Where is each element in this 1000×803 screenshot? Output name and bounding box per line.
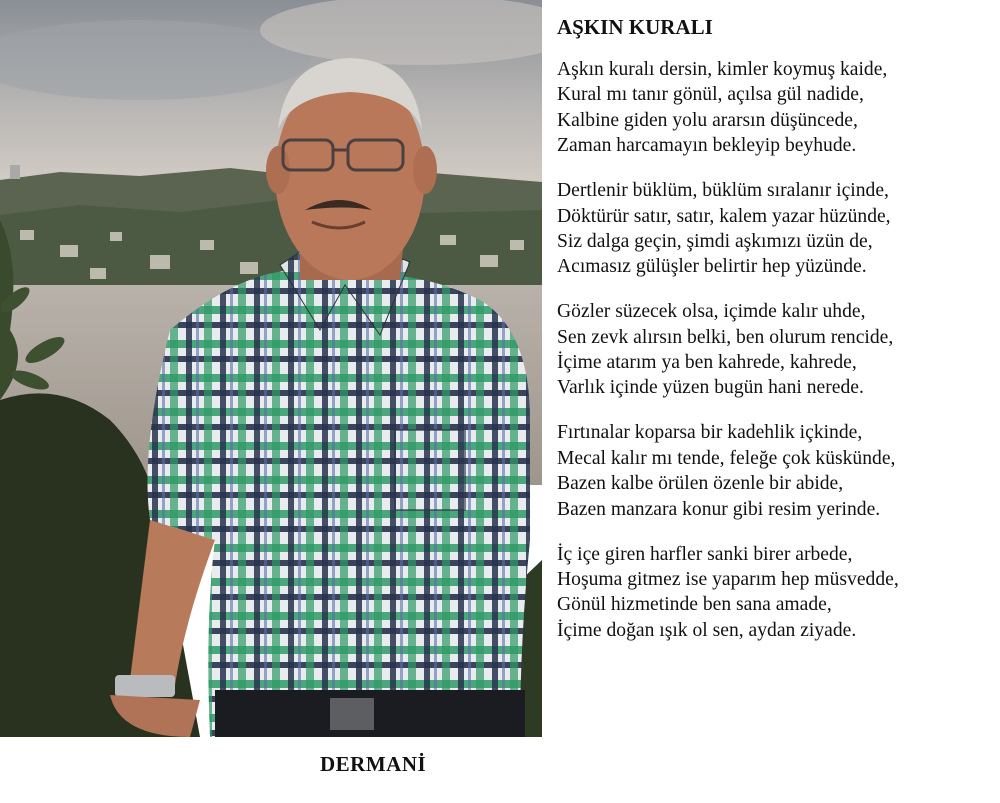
poem-line: Döktürür satır, satır, kalem yazar hüzünde, <box>557 205 891 227</box>
poem-line: Sen zevk alırsın belki, ben olurum rencide, <box>557 326 894 348</box>
stanza-2 <box>557 178 987 280</box>
stanza-4 <box>557 420 987 522</box>
poem-line: Fırtınalar koparsa bir kadehlik içkinde, <box>557 422 863 444</box>
poem-line: Zaman harcamayın bekleyip beyhude. <box>557 135 857 157</box>
poem-line: İçime atarım ya ben kahrede, kahrede, <box>557 352 857 374</box>
poem-title: AŞKIN KURALI <box>557 15 713 39</box>
poem-line: Aşkın kuralı dersin, kimler koymuş kaide, <box>557 59 888 80</box>
poem-line: Kalbine giden yolu ararsın düşüncede, <box>557 109 858 131</box>
poem-line: Dertlenir büklüm, büklüm sıralanır içinde, <box>557 180 889 202</box>
poem-line: Bazen manzara konur gibi resim yerinde. <box>557 498 881 520</box>
poem-line: Acımasız gülüşler belirtir hep yüzünde. <box>557 256 867 278</box>
stanza-3 <box>557 299 987 401</box>
poem-line: Gözler süzecek olsa, içimde kalır uhde, <box>557 301 866 323</box>
author-portrait-photo <box>0 0 542 737</box>
poem-line: Siz dalga geçin, şimdi aşkımızı üzün de, <box>557 230 873 252</box>
poem-line: Varlık içinde yüzen bugün hani nerede. <box>557 377 864 399</box>
poem-line: Gönül hizmetinde ben sana amade, <box>557 594 832 616</box>
poem-line: Kural mı tanır gönül, açılsa gül nadide, <box>557 84 864 106</box>
poem <box>557 14 987 663</box>
poem-line: Bazen kalbe örülen özenle bir abide, <box>557 473 844 495</box>
poem-line: Mecal kalır mı tende, feleğe çok küskünde, <box>557 447 896 469</box>
poem-line: Hoşuma gitmez ise yaparım hep müsvedde, <box>557 568 899 590</box>
poem-line: İçime doğan ışık ol sen, aydan ziyade. <box>557 619 857 641</box>
stanza-1 <box>557 57 987 159</box>
author-name: DERMANİ <box>320 752 427 776</box>
poem-line: İç içe giren harfler sanki birer arbede, <box>557 543 853 565</box>
stanza-5 <box>557 542 987 644</box>
